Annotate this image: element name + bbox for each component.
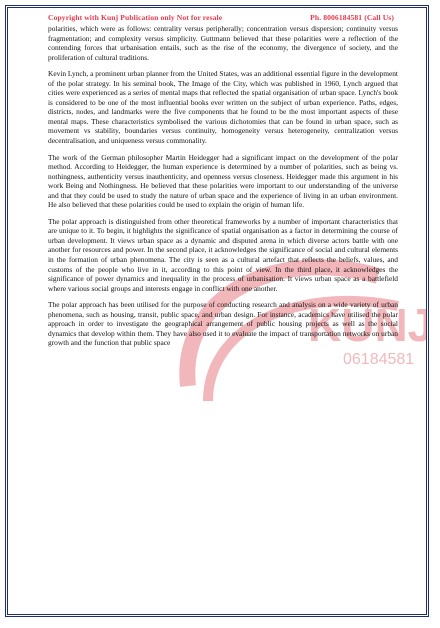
paragraph: The polar approach is distinguished from other theoretical frameworks by a number of important characteristics that are unique to it. To begin, it highlights the significance of spatial organisation as a factor in determining the course of urban development. It views urban space as a dynamic and disputed arena in which diverse actors battle with one another for resources and power. In the second place, it acknowledges the significance of social and cultural elements in the formation of urban phenomena. The city is seen as a cultural artefact that reflects the beliefs, values, and customs of the people who live in it, according to this point of view. In the third place, it acknowledges the significance of power dynamics and inequality in the process of urbanisation. It views urban space as a battlefield where various social groups and interests engage in conflict with one another. bbox=[48, 216, 398, 293]
copyright-notice: Copyright with Kunj Publication only Not for resale bbox=[48, 13, 223, 22]
watermark-phone: 06184581 bbox=[343, 351, 415, 368]
paragraph: polarities, which were as follows: centrality versus peripherally; concentration versus dispersion; continuity versus fragmentation; and complexity versus simplicity. Guttmann believed that these polarities were a reflection of the contending forces that urbanisation entails, such as the rise of the economy, the divergence of society, and the proliferation of cultural traditions. bbox=[48, 24, 398, 62]
body-text bbox=[48, 24, 398, 355]
watermark-text: KUNJ bbox=[308, 299, 434, 351]
paragraph: The work of the German philosopher Martin Heidegger had a significant impact on the development of the polar method. According to Heidegger, the human experience is determined by a number of polarities, such as being vs. nothingness, authenticity versus inauthenticity, and openness versus closeness. Heidegger made this argument in his work Being and Nothingness. He believed that these polarities were important to our understanding of the universe and that they could be used to study the nature of urban space and the experience of living in an urban environment. He also believed that these polarities could be used to explain the origin of human life. bbox=[48, 152, 398, 210]
paragraph: Kevin Lynch, a prominent urban planner from the United States, was an additional essential figure in the development of the polar strategy. In his seminal book, The Image of the City, which was published in 1960, Lynch argued that cities were experienced as a series of mental maps that reflected the spatial organisation of urban space. Lynch's book is considered to be one of the most influential books ever written on the subject of urban experience. Paths, edges, districts, nodes, and landmarks were the five components that he found to be the most important aspects of these mental maps. These characteristics symbolised the various dichotomies that can be found in urban space, such as movement vs stability, boundaries versus continuity, homogeneity versus heterogeneity, centralization versus decentralisation, and uniqueness versus commonality. bbox=[48, 69, 398, 146]
page-header bbox=[8, 13, 426, 22]
paragraph: The polar approach has been utilised for the purpose of conducting research and analysis on a wide variety of urban phenomena, such as housing, transit, public space, and urban design. For instance, academics have utilised the polar approach in order to investigate the geographical arrangement of public housing projects as well as the social dynamics that develop within them. They have also used it to evaluate the impact of transportation networks on urban growth and the function that public space bbox=[48, 300, 398, 348]
page-frame bbox=[5, 5, 434, 617]
contact-phone: Ph. 8006184581 (Call Us) bbox=[310, 13, 394, 22]
